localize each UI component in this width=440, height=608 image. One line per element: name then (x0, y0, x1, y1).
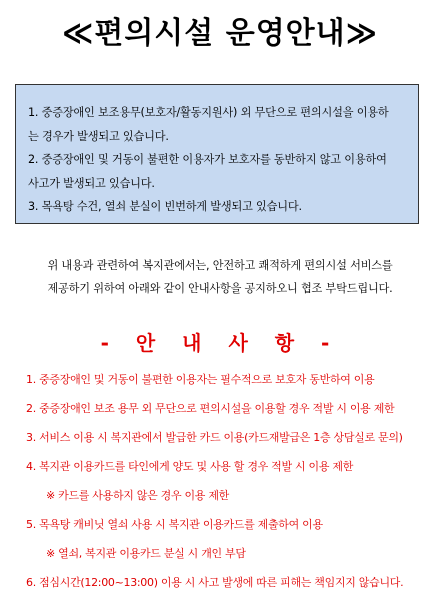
notice-line-5: 3. 목욕탕 수건, 열쇠 분실이 빈번하게 발생되고 있습니다. (28, 200, 302, 213)
rule-item-1: 1. 중증장애인 및 거동이 불편한 이용자는 필수적으로 보호자 동반하여 이용 (26, 373, 375, 386)
rule-item-4: 4. 복지관 이용카드를 타인에게 양도 및 사용 할 경우 적발 시 이용 제한 (26, 460, 354, 473)
notice-line-3: 2. 중증장애인 및 거동이 불편한 이용자가 보호자를 동반하지 않고 이용하여 (28, 153, 387, 166)
intro-paragraph (12, 254, 428, 300)
intro-line-1: 위 내용과 관련하여 복지관에서는, 안전하고 쾌적하게 편의시설 서비스를 (47, 259, 393, 272)
intro-line-2: 제공하기 위하여 아래와 같이 안내사항을 공지하오니 협조 부탁드립니다. (47, 282, 393, 295)
notice-box (15, 84, 419, 224)
notice-line-2: 는 경우가 발생되고 있습니다. (28, 129, 169, 143)
notice-line-1: 1. 중증장애인 보조용무(보호자/활동지원사) 외 무단으로 편의시설을 이용하 (28, 106, 389, 119)
rule-note-card: ※ 카드를 사용하지 않은 경우 이용 제한 (46, 489, 229, 502)
rule-item-3: 3. 서비스 이용 시 복지관에서 발급한 카드 이용(카드재발급은 1층 상담실로 문의) (26, 431, 403, 444)
rules-list (26, 365, 430, 597)
page-title: ≪편의시설 운영안내≫ (61, 16, 379, 51)
section-heading: - 안 내 사 항 - (100, 331, 340, 355)
notice-line-4: 사고가 발생되고 있습니다. (28, 176, 155, 190)
rule-item-2: 2. 중증장애인 보조 용무 외 무단으로 편의시설을 이용할 경우 적발 시 이용 제한 (26, 402, 395, 415)
rule-item-6: 6. 점심시간(12:00~13:00) 이용 시 사고 발생에 따른 피해는 책임지지 않습니다. (26, 576, 404, 589)
rule-item-5: 5. 목욕탕 캐비닛 열쇠 사용 시 복지관 이용카드를 제출하여 이용 (26, 518, 323, 531)
rule-note-key: ※ 열쇠, 복지관 이용카드 분실 시 개인 부담 (46, 547, 246, 560)
